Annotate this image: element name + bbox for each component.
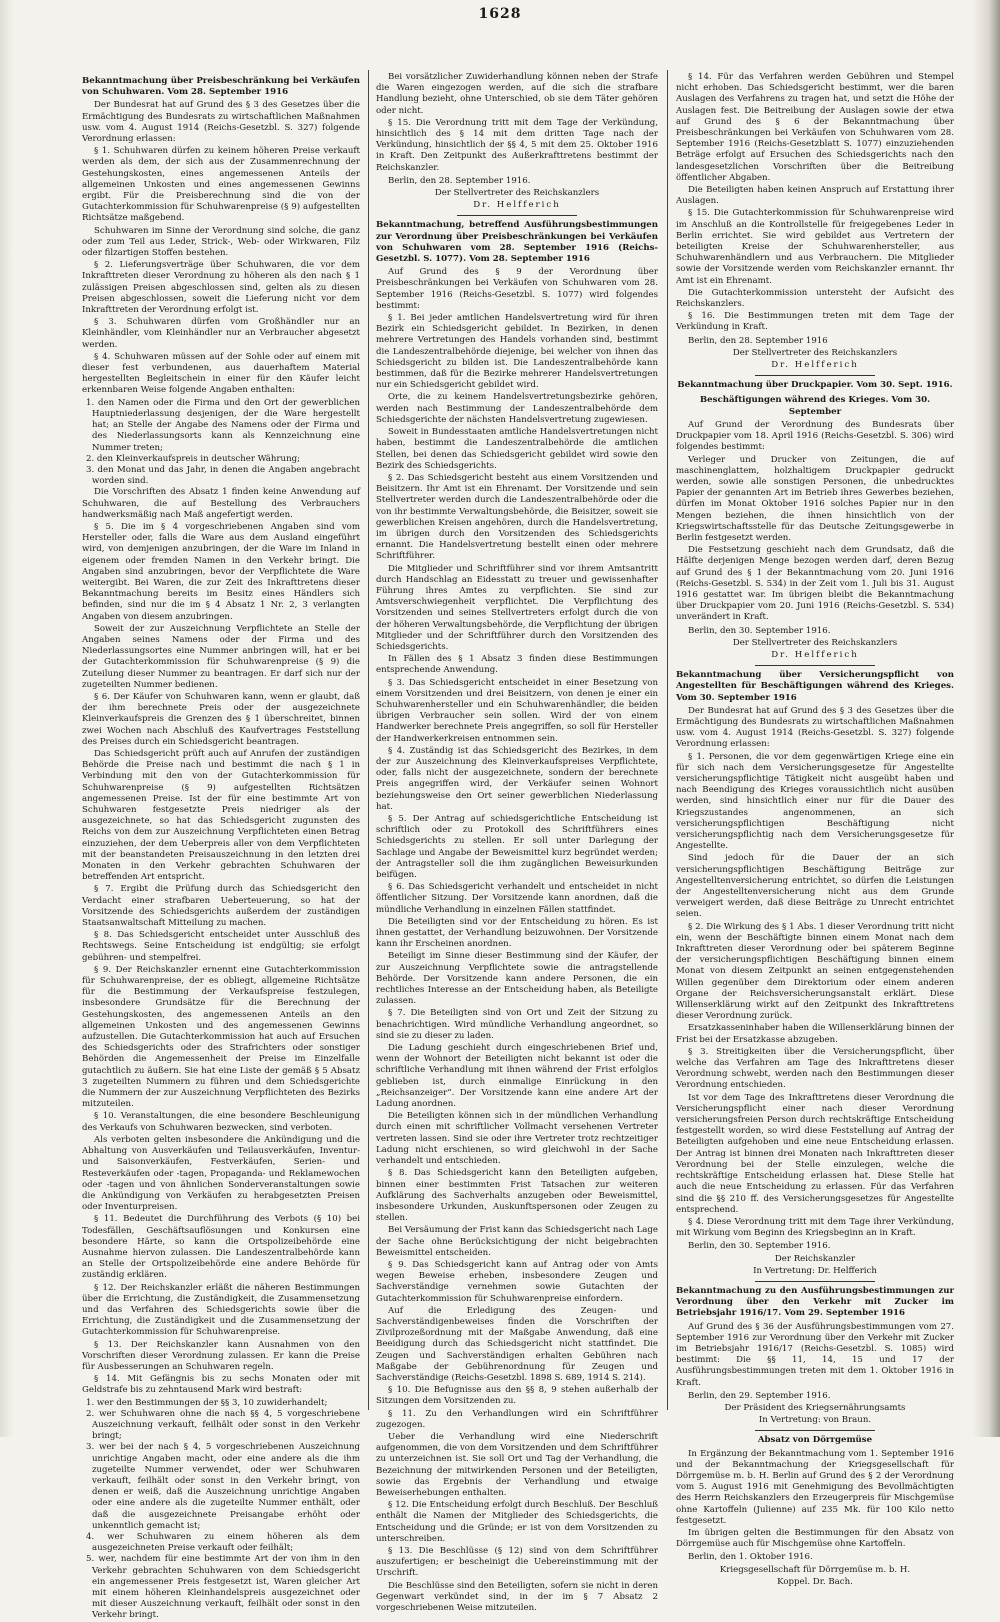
paragraph: § 4. Diese Verordnung tritt mit dem Tage ihrer Verkündung, mit Wirkung vom Beginn des Kriegsbeginn an in Kraft. [676,1216,954,1239]
paragraph: Der Bundesrat hat auf Grund des § 3 des Gesetzes über die Ermächtigung des Bundesrats zu wirtschaftlichen Maßnahmen usw. vom 4. August 1914 (Reichs-Gesetzbl. S. 327) folgende Verordnung erlassen: [82,100,360,145]
paragraph: § 9. Der Reichskanzler ernennt eine Gutachterkommission für Schuhwarenpreise, der es obliegt, allgemeine Richtsätze für die Bestimmung der Verkaufspreise festzulegen, insbesondere Grundsätze für die Berechnung der Gestehungskosten, des angemessenen Anteils an den allgemeinen Unkosten und des angemessenen Gewinns aufzustellen. Die Gutachterkommission hat auch auf Ersuchen des Schiedsgerichts oder des Strafrichters oder sonstiger Behörden die Angemessenheit der Preise im Einzelfalle gutachtlich zu äußern. Sie hat eine Liste der gemäß § 5 Absatz 3 zugeteilten Nummern zu führen und dem Schiedsgerichte die Nummern der zur Auszeichnung Verpflichteten des Bezirks mitzuteilen. [82,964,360,1110]
paragraph: § 15. Die Gutachterkommission für Schuhwarenpreise wird im Anschluß an die Kontrollstelle für freigegebenes Leder in Berlin errichtet. Sie wird gebildet aus Vertretern der beteiligten Kreise der Schuhwarenhersteller, aus Schuhwarenhändlern und aus Verbrauchern. Die Mitglieder sowie der Vorsitzende werden vom Reichskanzler ernannt. Ihr Amt ist ein Ehrenamt. [676,208,954,286]
paragraph: In Fällen des § 1 Absatz 3 finden diese Bestimmungen entsprechende Anwendung. [376,654,658,676]
signature-line: Der Stellvertreter des Reichskanzlers [434,188,600,199]
signature-line: In Vertretung: Dr. Helfferich [753,1265,877,1276]
dateline: Berlin, den 29. September 1916. [688,1390,831,1401]
paragraph: § 3. Streitigkeiten über die Versicherungspflicht, über welche das Verfahren am Tage des Inkrafttretens dieser Verordnung schwebt, werden nach den Bestimmungen dieser Verordnung entschieden. [676,1046,954,1091]
paragraph: § 12. Die Entscheidung erfolgt durch Beschluß. Der Beschluß enthält die Namen der Mitglieder des Schiedsgerichts, die Entscheidung und die Gründe; er ist von dem Vorsitzenden zu unterschreiben. [376,1500,658,1544]
paragraph: Das Schiedsgericht prüft auch auf Anrufen der zuständigen Behörde die Preise nach und bestimmt die nach § 1 in Verbindung mit den von der Gutachterkommission für Schuhwarenpreise (§ 9) aufgestellten Richtsätzen angemessenen Preise. Ist der für eine bestimmte Art von Schuhwaren festgesetzte Preis niedriger als der ausgezeichnete, so hat das Schiedsgericht zugunsten des Reichs von dem zur Auszeichnung Verpflichteten einen Betrag einzuziehen, der dem Ueberpreis aller von dem Verpflichteten mit der beanstandeten Preisauszeichnung in den letzten drei Monaten in den Verkehr gebrachten Schuhwaren der betreffenden Art entspricht. [82,748,360,883]
signature-line: Der Stellvertreter des Reichskanzlers [732,637,898,648]
paragraph: § 16. Die Bestimmungen treten mit dem Tage der Verkündung in Kraft. [676,311,954,333]
list-item: 2. wer Schuhwaren ohne die nach §§ 4, 5 vorgeschriebene Auszeichnung verkauft, feilhält oder sonst in den Verkehr bringt; [86,1408,360,1442]
signature: Dr. Helfferich [473,200,561,211]
paragraph: § 6. Der Käufer von Schuhwaren kann, wenn er glaubt, daß der ihm berechnete Preis oder der ausgezeichnete Kleinverkaufspreis die Grenzen des § 1 überschreitet, binnen zwei Wochen nach Abschluß des Kaufvertrages Feststellung des Preises durch ein Schiedsgericht beantragen. [82,691,360,747]
paragraph: § 8. Das Schiedsgericht entscheidet unter Ausschluß des Rechtswegs. Seine Entscheidung ist endgültig; sie erfolgt gebühren- und stempelfrei. [82,930,360,963]
paragraph: Auf Grund des § 36 der Ausführungsbestimmungen vom 27. September 1916 zur Verordnung über den Verkehr mit Zucker im Betriebsjahr 1916/17 (Reichs-Gesetzbl. S. 1085) wird bestimmt: Die §§ 11, 14, 15 und 17 der Ausführungsbestimmungen treten mit dem 1. Oktober 1916 in Kraft. [676,1321,954,1388]
paragraph: Beteiligt im Sinne dieser Bestimmung sind der Käufer, der zur Auszeichnung Verpflichtete sowie die antragstellende Behörde. Der Vorsitzende kann andere Personen, die ein rechtliches Interesse an der Entscheidung haben, als Beteiligte zulassen. [376,951,658,1007]
paragraph: § 12. Der Reichskanzler erläßt die näheren Bestimmungen über die Errichtung, die Zuständigkeit, die Zusammensetzung und das Verfahren des Schiedsgerichts sowie über die Errichtung, die Zuständigkeit und die Zusammensetzung der Gutachterkommission für Schuhwarenpreise. [82,1282,360,1338]
paragraph: Sind jedoch für die Dauer der an sich versicherungspflichtigen Beschäftigung Beiträge zur Angestelltenversicherung entrichtet, so dürfen die Leistungen der Angestelltenversicherung nicht aus dem Grunde verweigert werden, daß diese Beiträge zu Unrecht entrichtet seien. [676,853,954,920]
paragraph: Die Gutachterkommission untersteht der Aufsicht des Reichskanzlers. [676,287,954,310]
paragraph: Die Ladung geschieht durch eingeschriebenen Brief und, wenn der Wohnort der Beteiligten nicht bekannt ist oder die schriftliche Verhandlung mit ihnen während der Frist erfolglos geblieben ist, durch einmalige Einrückung in den „Reichsanzeiger“. Der Vorsitzende kann eine andere Art der Ladung anordnen. [376,1043,658,1110]
paragraph: § 2. Die Wirkung des § 1 Abs. 1 dieser Verordnung tritt nicht ein, wenn der Beschäftigte binnen einem Monat nach dem Inkrafttreten dieser Verordnung oder bei späterem Beginne der versicherungspflichtigen Beschäftigung binnen einem Monat von diesem Zeitpunkt an seinen entgegenstehenden Willen gegenüber dem Direktorium oder einem anderen Organe der Reichsversicherungsanstalt erklärt. Diese Willenserklärung wirkt auf den Zeitpunkt des Inkrafttretens dieser Verordnung zurück. [676,921,954,1022]
dateline: Berlin, den 30. September 1916. [688,1241,831,1252]
separator [457,215,577,216]
paragraph: § 7. Die Beteiligten sind von Ort und Zeit der Sitzung zu benachrichtigen. Wird mündliche Verhandlung angeordnet, so sind sie zu dieser zu laden. [376,1008,658,1041]
paragraph: § 4. Schuhwaren müssen auf der Sohle oder auf einem mit dieser fest verbundenen, aus dauerhaftem Material hergestellten Begleitschein in einer für den Käufer leicht erkennbaren Weise folgende Angaben enthalten: [82,351,360,396]
paragraph: § 8. Das Schiedsgericht kann den Beteiligten aufgeben, binnen einer bestimmten Frist Tatsachen zur weiteren Aufklärung des Sachverhalts anzugeben oder Beweismittel, insbesondere Urkunden, Auskunftspersonen oder Zeugen zu stellen. [376,1168,658,1224]
paragraph: Schuhwaren im Sinne der Verordnung sind solche, die ganz oder zum Teil aus Leder, Strick-, Web- oder Wirkwaren, Filz oder filzartigen Stoffen bestehen. [82,225,360,259]
paragraph: Der Bundesrat hat auf Grund des § 3 des Gesetzes über die Ermächtigung des Bundesrats zu wirtschaftlichen Maßnahmen usw. vom 4. August 1914 (Reichs-Gesetzbl. S. 327) folgende Verordnung erlassen: [676,705,954,750]
paragraph: Ueber die Verhandlung wird eine Niederschrift aufgenommen, die von dem Vorsitzenden und dem Schriftführer zu unterzeichnen ist. Sie soll Ort und Tag der Verhandlung, die Bezeichnung der mitwirkenden Personen und der Beteiligten, sowie das Ergebnis der Verhandlung und etwaige Beweiserhebungen enthalten. [376,1431,658,1498]
list-item: 1. wer den Bestimmungen der §§ 3, 10 zuwiderhandelt; [86,1397,328,1408]
paragraph: Als verboten gelten insbesondere die Ankündigung und die Abhaltung von Ausverkäufen und Teilausverkäufen, Inventur- und Saisonverkäufen, Festverkäufen, Serien- und Resteverkäufen oder -tagen, Propaganda- und Reklamewochen oder -tagen und von ähnlichen Sonderveranstaltungen sowie die Ankündigung von Verkäufen zu herabgesetzten Preisen oder Inventurpreisen. [82,1134,360,1213]
separator [755,375,875,376]
separator [755,665,875,666]
paragraph: § 5. Die im § 4 vorgeschriebenen Angaben sind vom Hersteller oder, falls die Ware aus dem Ausland eingeführt wird, von demjenigen anzubringen, der die Ware im Inland in eigenem oder fremden Namen in den Verkehr bringt. Die Angaben sind anzubringen, bevor der Verpflichtete die Ware weitergibt. Bei Waren, die zur Zeit des Inkrafttretens dieser Bekanntmachung bereits im Besitz eines Händlers sich befinden, sind nur die im § 4 Absatz 1 Nr. 2, 3 verlangten Angaben von diesem anzubringen. [82,521,360,622]
paragraph: § 7. Ergibt die Prüfung durch das Schiedsgericht den Verdacht einer strafbaren Ueberteuerung, so hat der Vorsitzende des Schiedsgerichts außerdem der zuständigen Staatsanwaltschaft Mitteilung zu machen. [82,884,360,929]
paragraph: Ersatzkasseninhaber haben die Willenserklärung binnen der Frist bei der Ersatzkasse abzugeben. [676,1023,954,1045]
article-heading: Bekanntmachung zu den Ausführungsbestimmungen zur Verordnung über den Verkehr mit Zucker im Betriebsjahr 1916/17. Vom 29. September 1916 [676,1285,954,1319]
dateline: Berlin, den 30. September 1916. [688,625,831,636]
paragraph: Die Beteiligten können sich in der mündlichen Verhandlung durch einen mit schriftlicher Vollmacht versehenen Vertreter vertreten lassen. Sind sie oder ihre Vertreter trotz rechtzeitiger Ladung nicht erschienen, so wird gleichwohl in der Sache verhandelt und entschieden. [376,1111,658,1167]
dateline: Berlin, den 28. September 1916. [388,175,531,186]
column-right [676,72,954,1587]
paragraph: § 10. Veranstaltungen, die eine besondere Beschleunigung des Verkaufs von Schuhwaren bezwecken, sind verboten. [82,1111,360,1133]
paragraph: Soweit in Bundesstaaten amtliche Handelsvertretungen nicht haben, bestimmt die Landeszentralbehörde die amtlichen Stellen, bei denen das Schiedsgericht gebildet wird sowie den Bezirk des Schiedsgerichts. [376,427,658,471]
article-heading: Beschäftigungen während des Krieges. Vom 30. September [699,395,931,417]
paragraph: Die Festsetzung geschieht nach dem Grundsatz, daß die Hälfte derjenigen Menge bezogen werden darf, deren Bezug auf Grund des § 1 der Bekanntmachung vom 20. Juni 1916 (Reichs-Gesetzbl. S. 534) in der Zeit vom 1. Juli bis 31. August 1916 gestattet war. Im übrigen bleibt die Bekanntmachung über Druckpapier vom 20. Juni 1916 (Reichs-Gesetzbl. S. 534) unverändert in Kraft. [676,545,954,623]
column-divider [368,70,369,1410]
page-edge-shadow [0,0,14,1437]
paragraph: § 13. Der Reichskanzler kann Ausnahmen von den Vorschriften dieser Verordnung zulassen. Er kann die Preise für Ausbesserungen an Schuhwaren regeln. [82,1339,360,1372]
paragraph: Die Vorschriften des Absatz 1 finden keine Anwendung auf Schuhwaren, die auf Bestellung des Verbrauchers handwerksmäßig nach Maß angefertigt werden. [82,487,360,520]
paragraph: § 14. Für das Verfahren werden Gebühren und Stempel nicht erhoben. Das Schiedsgericht bestimmt, wer die baren Auslagen des Verfahrens zu tragen hat, und setzt die Höhe der Auslagen fest. Die Beitreibung der Auslagen sowie der etwa auf Grund des § 6 der Bekanntmachung über Preisbeschränkungen bei Verkäufen von Schuhwaren vom 28. September 1916 (Reichs-Gesetzblatt S. 1077) einzuziehenden Beträge erfolgt auf Ersuchen des Schiedsgerichts nach den landesgesetzlichen Vorschriften über die Beitreibung öffentlicher Abgaben. [676,72,954,183]
separator [755,1430,875,1431]
column-left [82,72,360,1621]
list-item: 4. wer Schuhwaren zu einem höheren als dem ausgezeichneten Preise verkauft oder feilhält; [86,1532,360,1554]
paragraph: § 1. Bei jeder amtlichen Handelsvertretung wird für ihren Bezirk ein Schiedsgericht gebildet. In Bezirken, in denen mehrere Vertretungen des Handels vorhanden sind, bestimmt die Landeszentralbehörde diejenige, bei welcher von ihnen das Schiedsgericht zu bilden ist. Die Landeszentralbehörde kann bestimmen, daß für die Bezirke mehrerer Handelsvertretungen nur ein Schiedsgericht gebildet wird. [376,313,658,391]
paragraph: Bei Versäumung der Frist kann das Schiedsgericht nach Lage der Sache ohne Berücksichtigung der nicht beigebrachten Beweismittel entscheiden. [376,1225,658,1258]
column-divider [667,70,668,1410]
page-number: 1628 [478,6,522,22]
dateline: Berlin, den 28. September 1916 [688,335,828,346]
signature-line: Kriegsgesellschaft für Dörrgemüse m. b. H. [719,1564,911,1575]
signature: Dr. Helfferich [771,649,859,660]
list-item: 2. den Kleinverkaufspreis in deutscher Währung; [86,453,301,464]
paragraph: § 13. Die Beschlüsse (§ 12) sind von dem Schriftführer auszufertigen; er bescheinigt die Uebereinstimmung mit der Urschrift. [376,1546,658,1579]
paragraph: § 2. Lieferungsverträge über Schuhwaren, die vor dem Inkrafttreten dieser Verordnung zu höheren als den nach § 1 zulässigen Preisen abgeschlossen sind, gelten als zu diesen Preisen abgeschlossen, soweit die Lieferung nicht vor dem Inkrafttreten der Verordnung erfolgt ist. [82,260,360,316]
article-heading: Bekanntmachung über Preisbeschränkung bei Verkäufen von Schuhwaren. Vom 28. September 1916 [82,76,360,98]
paragraph: § 9. Das Schiedsgericht kann auf Antrag oder von Amts wegen Beweise erheben, insbesondere Zeugen und Sachverständige vernehmen sowie Gutachten der Gutachterkommission für Schuhwarenpreise einfordern. [376,1259,658,1304]
paragraph: Bei vorsätzlicher Zuwiderhandlung können neben der Strafe die Waren eingezogen werden, auf die sich die strafbare Handlung bezieht, ohne Unterschied, ob sie dem Täter gehören oder nicht. [376,72,658,116]
paragraph: § 6. Das Schiedsgericht verhandelt und entscheidet in nicht öffentlicher Sitzung. Der Vorsitzende kann anordnen, daß die mündliche Verhandlung in einzelnen Fällen stattfindet. [376,882,658,915]
article-heading: Bekanntmachung über Druckpapier. Vom 30. Sept. 1916. [677,380,953,391]
paragraph: Auf Grund der Verordnung des Bundesrats über Druckpapier vom 18. April 1916 (Reichs-Gesetzbl. S. 306) wird folgendes bestimmt: [676,419,954,453]
paragraph: Auf Grund des § 9 der Verordnung über Preisbeschränkungen bei Verkäufen von Schuhwaren vom 28. September 1916 (Reichs-Gesetzbl. S. 1077) wird folgendes bestimmt: [376,267,658,311]
paragraph: § 3. Schuhwaren dürfen vom Großhändler nur an Kleinhändler, vom Kleinhändler nur an Verbraucher abgesetzt werden. [82,317,360,350]
book-spine-shadow [972,0,1000,1437]
paragraph: § 2. Das Schiedsgericht besteht aus einem Vorsitzenden und Beisitzern. Ihr Amt ist ein Ehrenamt. Der Vorsitzende und sein Stellvertreter werden durch die Landeszentralbehörde oder die von ihr bestimmte Verwaltungsbehörde, die Beisitzer, soweit sie gewerblichen Kreisen angehören, durch die Handelsvertretung, im übrigen durch den Vorsitzenden des Schiedsgerichts ernannt. Die Handelsvertretung bestellt einen oder mehrere Schriftführer. [376,472,658,562]
signature-line: Der Stellvertreter des Reichskanzlers [732,347,898,358]
list-item: 3. wer bei der nach § 4, 5 vorgeschriebenen Auszeichnung unrichtige Angaben macht, oder eine andere als die ihm zugeteilte Nummer verwendet, oder wer Schuhwaren verkauft, feilhält oder sonst in den Verkehr bringt, von denen er weiß, daß die Auszeichnung unrichtige Angaben oder eine andere als die zugeteilte Nummer enthält, oder daß die ausgezeichnete Preisangabe erhöht oder unkenntlich gemacht ist; [86,1442,360,1531]
signature-line: Der Reichskanzler [774,1253,856,1264]
paragraph: § 15. Die Verordnung tritt mit dem Tage der Verkündung, hinsichtlich des § 14 mit dem dritten Tage nach der Verkündung, hinsichtlich der §§ 4, 5 mit dem 25. Oktober 1916 in Kraft. Den Zeitpunkt des Außerkrafttretens bestimmt der Reichskanzler. [376,117,658,173]
paragraph: Die Beschlüsse sind den Beteiligten, sofern sie nicht in deren Gegenwart verkündet sind, in der im § 7 Absatz 2 vorgeschriebenen Weise mitzuteilen. [376,1580,658,1614]
paragraph: Die Beteiligten sind vor der Entscheidung zu hören. Es ist ihnen gestattet, der Verhandlung beizuwohnen. Der Vorsitzende kann ihr Erscheinen anordnen. [376,916,658,950]
paragraph: Verleger und Drucker von Zeitungen, die auf maschinenglattem, holzhaltigem Druckpapier gedruckt werden, sowie alle sonstigen Personen, die unbedrucktes Papier der genannten Art im Betrieb ihres Gewerbes beziehen, dürfen im Monat Oktober 1916 solches Papier nur in den Mengen beziehen, die ihnen hinsichtlich von der Kriegswirtschaftsstelle für das Deutsche Zeitungsgewerbe in Berlin festgesetzt werden. [676,454,954,543]
paragraph: § 11. Bedeutet die Durchführung des Verbots (§ 10) bei Todesfällen, Geschäftsauflösungen und Konkursen eine besondere Härte, so kann die Ortspolizeibehörde eine Ausnahme hiervon zulassen. Die Landeszentralbehörde kann an Stelle der Ortspolizeibehörde eine andere Behörde für zuständig erklären. [82,1214,360,1281]
paragraph: Auf die Erledigung des Zeugen- und Sachverständigenbeweises finden die Vorschriften der Zivilprozeßordnung mit der Maßgabe Anwendung, daß eine Beeidigung durch das Schiedsgericht nicht stattfindet. Die Zeugen und Sachverständigen erhalten Gebühren nach Maßgabe der Gebührenordnung für Zeugen und Sachverständige (Reichs-Gesetzbl. 1898 S. 689, 1914 S. 214). [376,1305,658,1383]
article-heading: Bekanntmachung, betreffend Ausführungsbestimmungen zur Verordnung über Preisbeschränkungen bei Verkäufen von Schuhwaren vom 28. September 1916 (Reichs-Gesetzbl. S. 1077). Vom 28. September 1916 [376,220,658,265]
list-item: 3. den Monat und das Jahr, in denen die Angaben angebracht worden sind. [86,464,360,487]
separator [755,1281,875,1282]
paragraph: § 10. Die Befugnisse aus den §§ 8, 9 stehen außerhalb der Sitzungen dem Vorsitzenden zu. [376,1385,658,1407]
paragraph: Orte, die zu keinem Handelsvertretungsbezirke gehören, werden nach Bestimmung der Landeszentralbehörde dem Schiedsgerichte der nächsten Handelsvertretung zugewiesen. [376,392,658,425]
paragraph: § 3. Das Schiedsgericht entscheidet in einer Besetzung von einem Vorsitzenden und drei Beisitzern, von denen je einer ein Schuhwarenhersteller und ein Schuhwarenhändler, die beiden übrigen Verbraucher sein sollen. Wird der von einem Handwerker berechnete Preis angegriffen, so soll für Hersteller der Handwerkerkreisen entnommen sein. [376,677,658,744]
list-item: 5. wer, nachdem für eine bestimmte Art der von ihm in den Verkehr gebrachten Schuhwaren von dem Schiedsgericht ein angemessener Preis festgesetzt ist, Waren gleicher Art mit einem höheren Kleinhandelspreis ausgezeichnet oder mit dieser Auszeichnung verkauft, feilhält oder sonst in den Verkehr bringt. [86,1554,360,1621]
dateline: Berlin, den 1. Oktober 1916. [688,1552,813,1563]
article-heading: Bekanntmachung über Versicherungspflicht von Angestellten für Beschäftigungen während des Krieges. Vom 30. September 1916 [676,670,954,703]
article-heading: Absatz von Dörrgemüse [757,1435,873,1446]
paragraph: § 5. Der Antrag auf schiedsgerichtliche Entscheidung ist schriftlich oder zu Protokoll des Schriftführers eines Schiedsgerichts zu stellen. Er soll unter Darlegung der Sachlage und Angabe der Beweismittel kurz begründet werden; der Antragsteller soll die ihm zugänglichen Beweisurkunden beifügen. [376,814,658,881]
signature: Dr. Helfferich [771,360,859,371]
paragraph: Soweit der zur Auszeichnung Verpflichtete an Stelle der Angaben seines Namens oder der Firma und des Niederlassungsortes eine Nummer anbringen will, hat er bei der Gutachterkommission für Schuhwarenpreise (§ 9) die Zuteilung dieser Nummer zu beantragen. Er darf sich nur der zugeteilten Nummer bedienen. [82,623,360,690]
signature-line: Koppel. Dr. Bach. [777,1576,853,1587]
column-middle [376,72,658,1614]
paragraph: § 1. Personen, die vor dem gegenwärtigen Kriege eine ein für sich nach dem Versicherungsgesetze für Angestellte versicherungspflichtige Tätigkeit nicht ausgeübt haben und nach Beendigung des Krieges voraussichtlich nicht ausüben werden, sind hinsichtlich einer nur für die Dauer des Kriegszustandes angenommenen, an sich versicherungspflichtigen Beschäftigung nicht versicherungspflichtig nach dem Versicherungsgesetze für Angestellte. [676,751,954,852]
paragraph: § 1. Schuhwaren dürfen zu keinem höheren Preise verkauft werden als dem, der sich aus der Zusammenrechnung der Gestehungskosten, eines angemessenen Anteils der allgemeinen Unkosten und eines angemessenen Gewinns ergibt. Für die Preisberechnung sind die von der Gutachterkommission für Schuhwarenpreise (§ 9) aufgestellten Richtsätze maßgebend. [82,146,360,224]
paragraph: In Ergänzung der Bekanntmachung vom 1. September 1916 und der Bekanntmachung der Kriegsgesellschaft für Dörrgemüse m. b. H. Berlin auf Grund des § 2 der Verordnung vom 5. August 1916 mit Genehmigung des Bevollmächtigten des Herrn Reichskanzlers den Erzeugerpreis für Mischgemüse ohne Kartoffeln (Julienne) auf 235 Mk. für 100 Kilo netto festgesetzt. [676,1448,954,1526]
paragraph: § 14. Mit Gefängnis bis zu sechs Monaten oder mit Geldstrafe bis zu zehntausend Mark wird bestraft: [82,1374,360,1396]
paragraph: § 4. Zuständig ist das Schiedsgericht des Bezirkes, in dem der zur Auszeichnung des Kleinverkaufspreises Verpflichtete, oder, falls nicht der ausgezeichnete, sondern der berechnete Preis angegriffen wird, der Verkäufer seinen Wohnort beziehungsweise den Ort seiner gewerblichen Niederlassung hat. [376,745,658,812]
paragraph: Im übrigen gelten die Bestimmungen für den Absatz von Dörrgemüse auch für Mischgemüse ohne Kartoffeln. [676,1527,954,1550]
paragraph: Die Beteiligten haben keinen Anspruch auf Erstattung ihrer Auslagen. [676,185,954,207]
list-item: 1. den Namen oder die Firma und den Ort der gewerblichen Hauptniederlassung desjenigen, der die Ware hergestellt hat; an Stelle der Angabe des Namens oder der Firma und des Niederlassungsorts kann als Kennzeichnung eine Nummer treten; [86,397,360,453]
paragraph: § 11. Zu den Verhandlungen wird ein Schriftführer zugezogen. [376,1408,658,1430]
signature-line: In Vertretung: von Braun. [758,1415,872,1426]
paragraph: Die Mitglieder und Schriftführer sind vor ihrem Amtsantritt durch Handschlag an Eidesstatt zu treuer und gewissenhafter Führung ihres Amtes zu verpflichten. Sie sind zur Amtsverschwiegenheit verpflichtet. Die Verpflichtung des Vorsitzenden und seines Stellvertreters erfolgt durch die von der höheren Verwaltungsbehörde, die Verpflichtung der übrigen Mitglieder und der Schriftführer durch den Vorsitzenden des Schiedsgerichts. [376,563,658,652]
signature-line: Der Präsident des Kriegsernährungsamts [724,1402,906,1413]
paragraph: Ist vor dem Tage des Inkrafttretens dieser Verordnung die Versicherungspflicht einer nach dieser Verordnung versicherungsfreien Person durch rechtskräftige Entscheidung festgestellt worden, so wird diese Feststellung auf Antrag der Beteiligten aufgehoben und eine neue Entscheidung erlassen. Der Antrag ist binnen drei Monaten nach Inkrafttreten dieser Verordnung bei der Stelle einzulegen, welche die rechtskräftige Entscheidung erlassen hat. Diese Stelle hat auch die neue Entscheidung zu erlassen. Für das Verfahren sind die §§ 210 ff. des Versicherungsgesetzes für Angestellte entsprechend. [676,1092,954,1215]
